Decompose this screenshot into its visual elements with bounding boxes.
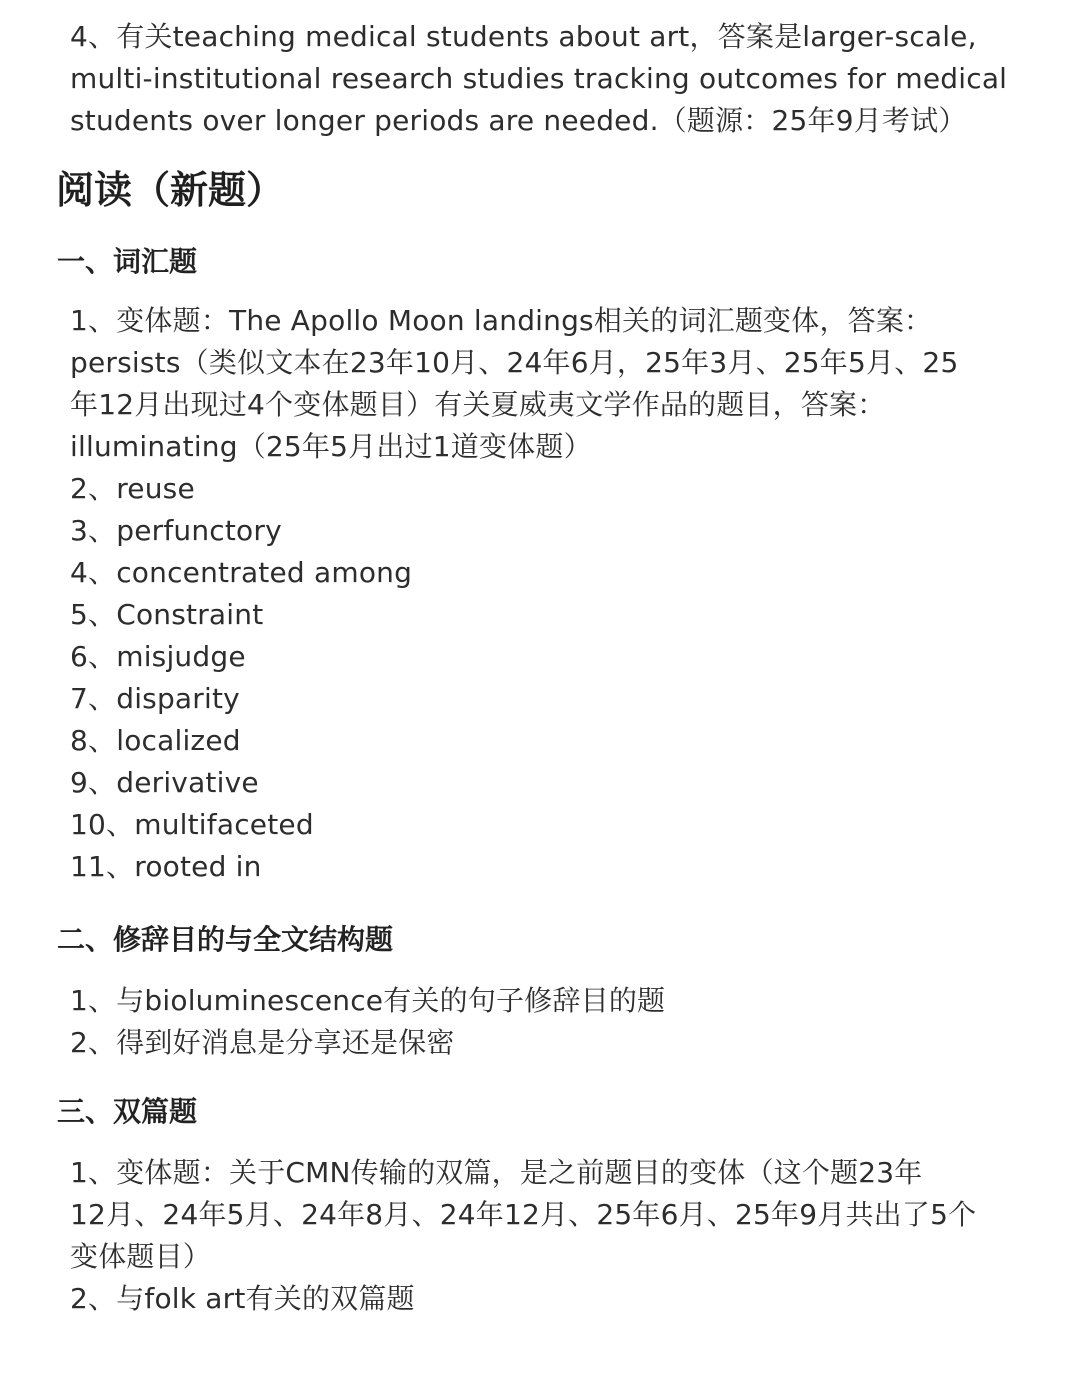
text-line: illuminating（25年5月出过1道变体题） bbox=[70, 430, 592, 463]
list-item: 6、misjudge bbox=[70, 640, 246, 673]
text-line: 年12月出现过4个变体题目）有关夏威夷文学作品的题目，答案： bbox=[70, 388, 886, 421]
text-line: 变体题目） bbox=[70, 1240, 212, 1273]
dual-item-2: 2、与folk art有关的双篇题 bbox=[70, 1282, 415, 1315]
list-item: 4、concentrated among bbox=[70, 556, 413, 589]
text-line: 4、有关teaching medical students about art，答案是larger-scale, bbox=[70, 20, 977, 53]
text-line: persists（类似文本在23年10月、24年6月，25年3月、25年5月、25 bbox=[70, 346, 959, 379]
list-item: 2、reuse bbox=[70, 472, 195, 505]
text-line: 1、变体题：关于CMN传输的双篇，是之前题目的变体（这个题23年 bbox=[70, 1156, 923, 1189]
list-item: 1、与bioluminescence有关的句子修辞目的题 bbox=[70, 984, 666, 1017]
text-line: 12月、24年5月、24年8月、24年12月、25年6月、25年9月共出了5个 bbox=[70, 1198, 977, 1231]
text-line: 1、变体题：The Apollo Moon landings相关的词汇题变体，答案： bbox=[70, 304, 933, 337]
list-item: 10、multifaceted bbox=[70, 808, 314, 841]
list-item: 11、rooted in bbox=[70, 850, 262, 883]
list-item: 7、disparity bbox=[70, 682, 240, 715]
section-title: 阅读（新题） bbox=[56, 168, 285, 212]
text-line: multi-institutional research studies tracking outcomes for medical bbox=[70, 62, 1008, 95]
list-item: 2、得到好消息是分享还是保密 bbox=[70, 1026, 455, 1059]
rhetoric-heading: 二、修辞目的与全文结构题 bbox=[57, 923, 394, 956]
vocab-heading: 一、词汇题 bbox=[57, 245, 198, 278]
text-line: students over longer periods are needed.（题源：25年9月考试） bbox=[70, 104, 967, 137]
dual-heading: 三、双篇题 bbox=[57, 1095, 198, 1128]
list-item: 8、localized bbox=[70, 724, 241, 757]
list-item: 5、Constraint bbox=[70, 598, 264, 631]
list-item: 3、perfunctory bbox=[70, 514, 282, 547]
list-item: 9、derivative bbox=[70, 766, 259, 799]
